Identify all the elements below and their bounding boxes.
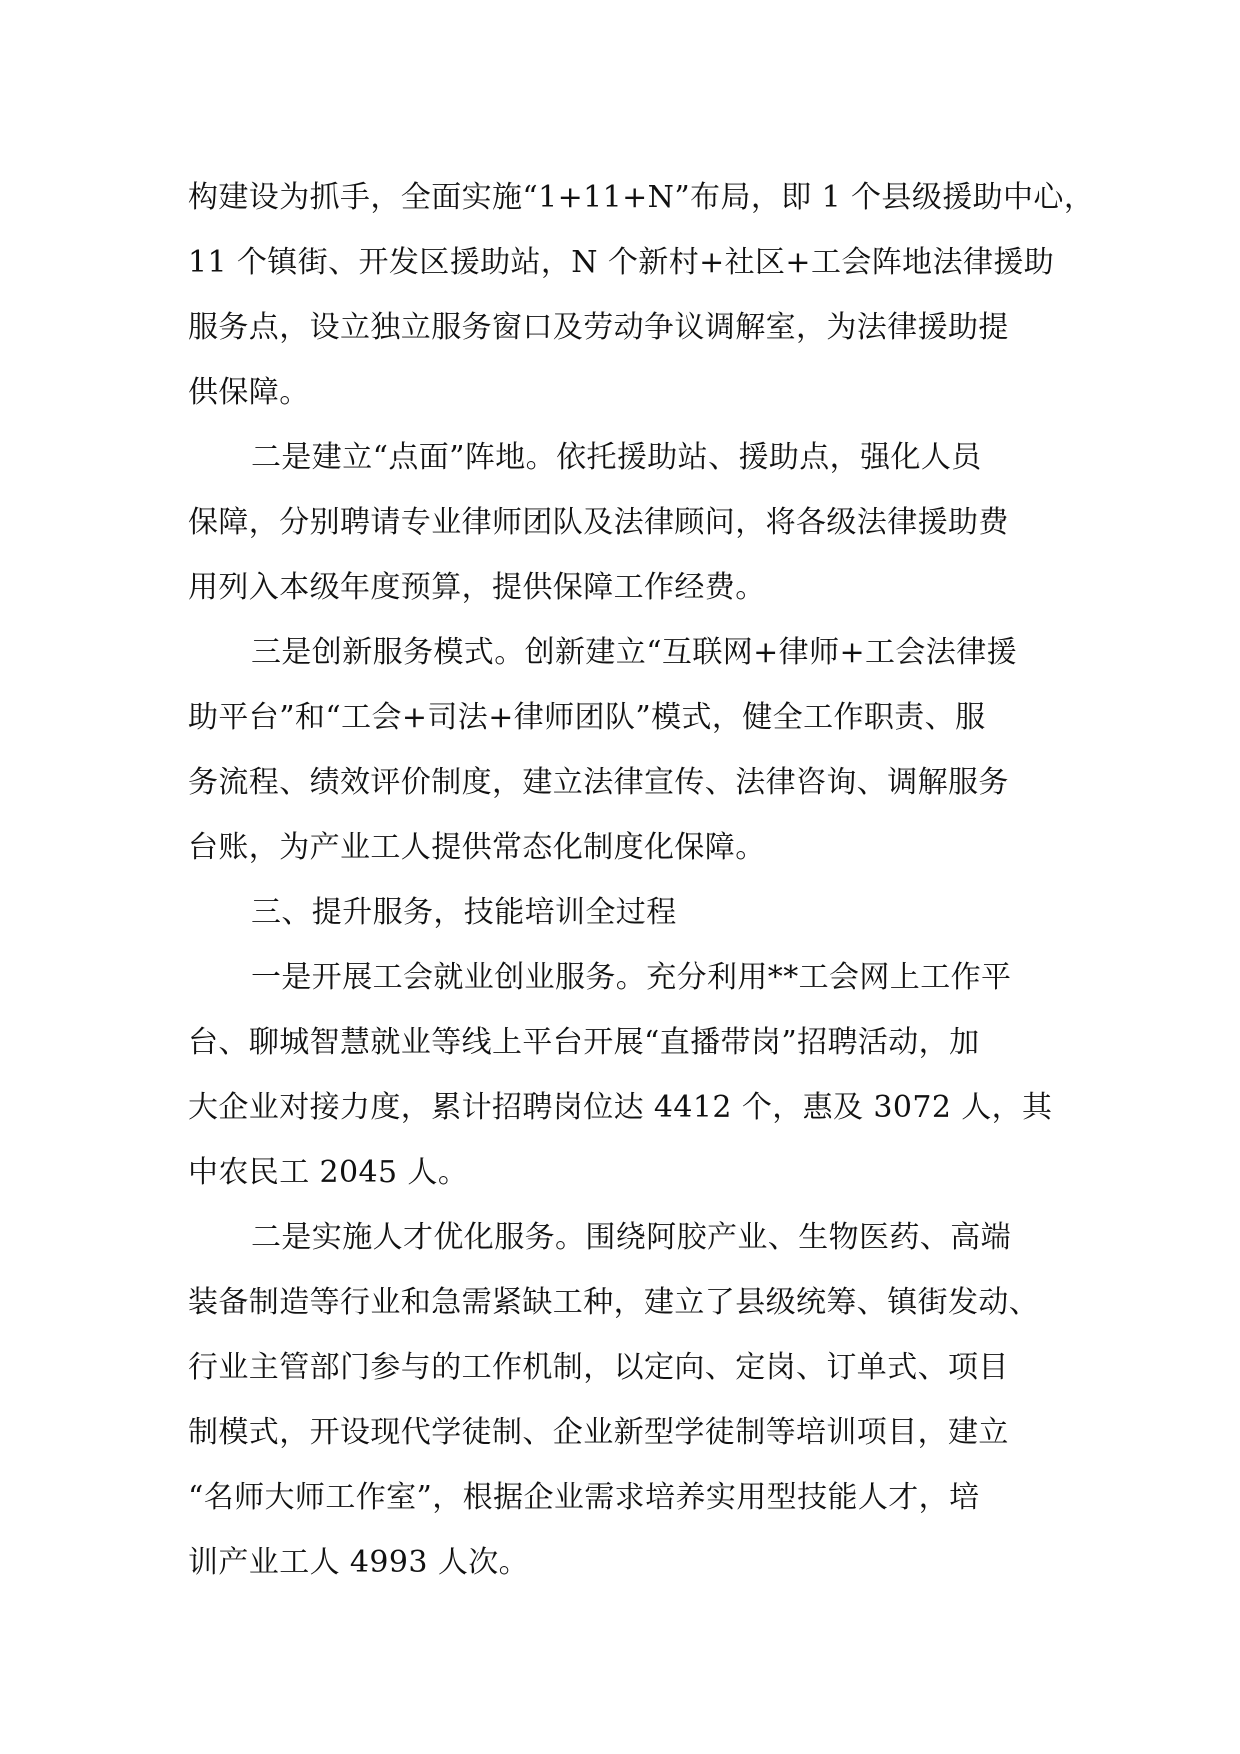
text-line: 台、聊城智慧就业等线上平台开展“直播带岗”招聘活动，加 xyxy=(188,1025,980,1060)
paragraph-start-line: 一是开展工会就业创业服务。充分利用**工会网上工作平 xyxy=(251,960,1012,995)
paragraph-start-line: 二是建立“点面”阵地。依托援助站、援助点，强化人员 xyxy=(251,440,982,475)
text-line: 装备制造等行业和急需紧缺工种，建立了县级统筹、镇街发动、 xyxy=(188,1285,1040,1320)
text-line: 训产业工人 4993 人次。 xyxy=(188,1545,530,1580)
section-heading: 三、提升服务，技能培训全过程 xyxy=(251,895,677,930)
text-line: 台账，为产业工人提供常态化制度化保障。 xyxy=(188,830,766,865)
text-line: 制模式，开设现代学徒制、企业新型学徒制等培训项目，建立 xyxy=(188,1415,1009,1450)
text-line: “名师大师工作室”，根据企业需求培养实用型技能人才，培 xyxy=(188,1480,980,1515)
text-line: 大企业对接力度，累计招聘岗位达 4412 个，惠及 3072 人，其 xyxy=(188,1090,1053,1125)
paragraph-start-line: 三是创新服务模式。创新建立“互联网+律师+工会法律援 xyxy=(251,635,1018,670)
text-line: 中农民工 2045 人。 xyxy=(188,1155,469,1190)
text-line: 构建设为抓手，全面实施“1+11+N”布局，即 1 个县级援助中心， xyxy=(188,180,1095,215)
text-line: 供保障。 xyxy=(188,375,310,410)
paragraph-start-line: 二是实施人才优化服务。围绕阿胶产业、生物医药、高端 xyxy=(251,1220,1011,1255)
text-line: 保障，分别聘请专业律师团队及法律顾问，将各级法律援助费 xyxy=(188,505,1009,540)
text-line: 助平台”和“工会+司法+律师团队”模式，健全工作职责、服 xyxy=(188,700,986,735)
text-line: 服务点，设立独立服务窗口及劳动争议调解室，为法律援助提 xyxy=(188,310,1009,345)
text-line: 用列入本级年度预算，提供保障工作经费。 xyxy=(188,570,766,605)
text-line: 行业主管部门参与的工作机制，以定向、定岗、订单式、项目 xyxy=(188,1350,1009,1385)
text-line: 务流程、绩效评价制度，建立法律宣传、法律咨询、调解服务 xyxy=(188,765,1009,800)
text-line: 11 个镇街、开发区援助站，N 个新村+社区+工会阵地法律援助 xyxy=(188,245,1055,280)
